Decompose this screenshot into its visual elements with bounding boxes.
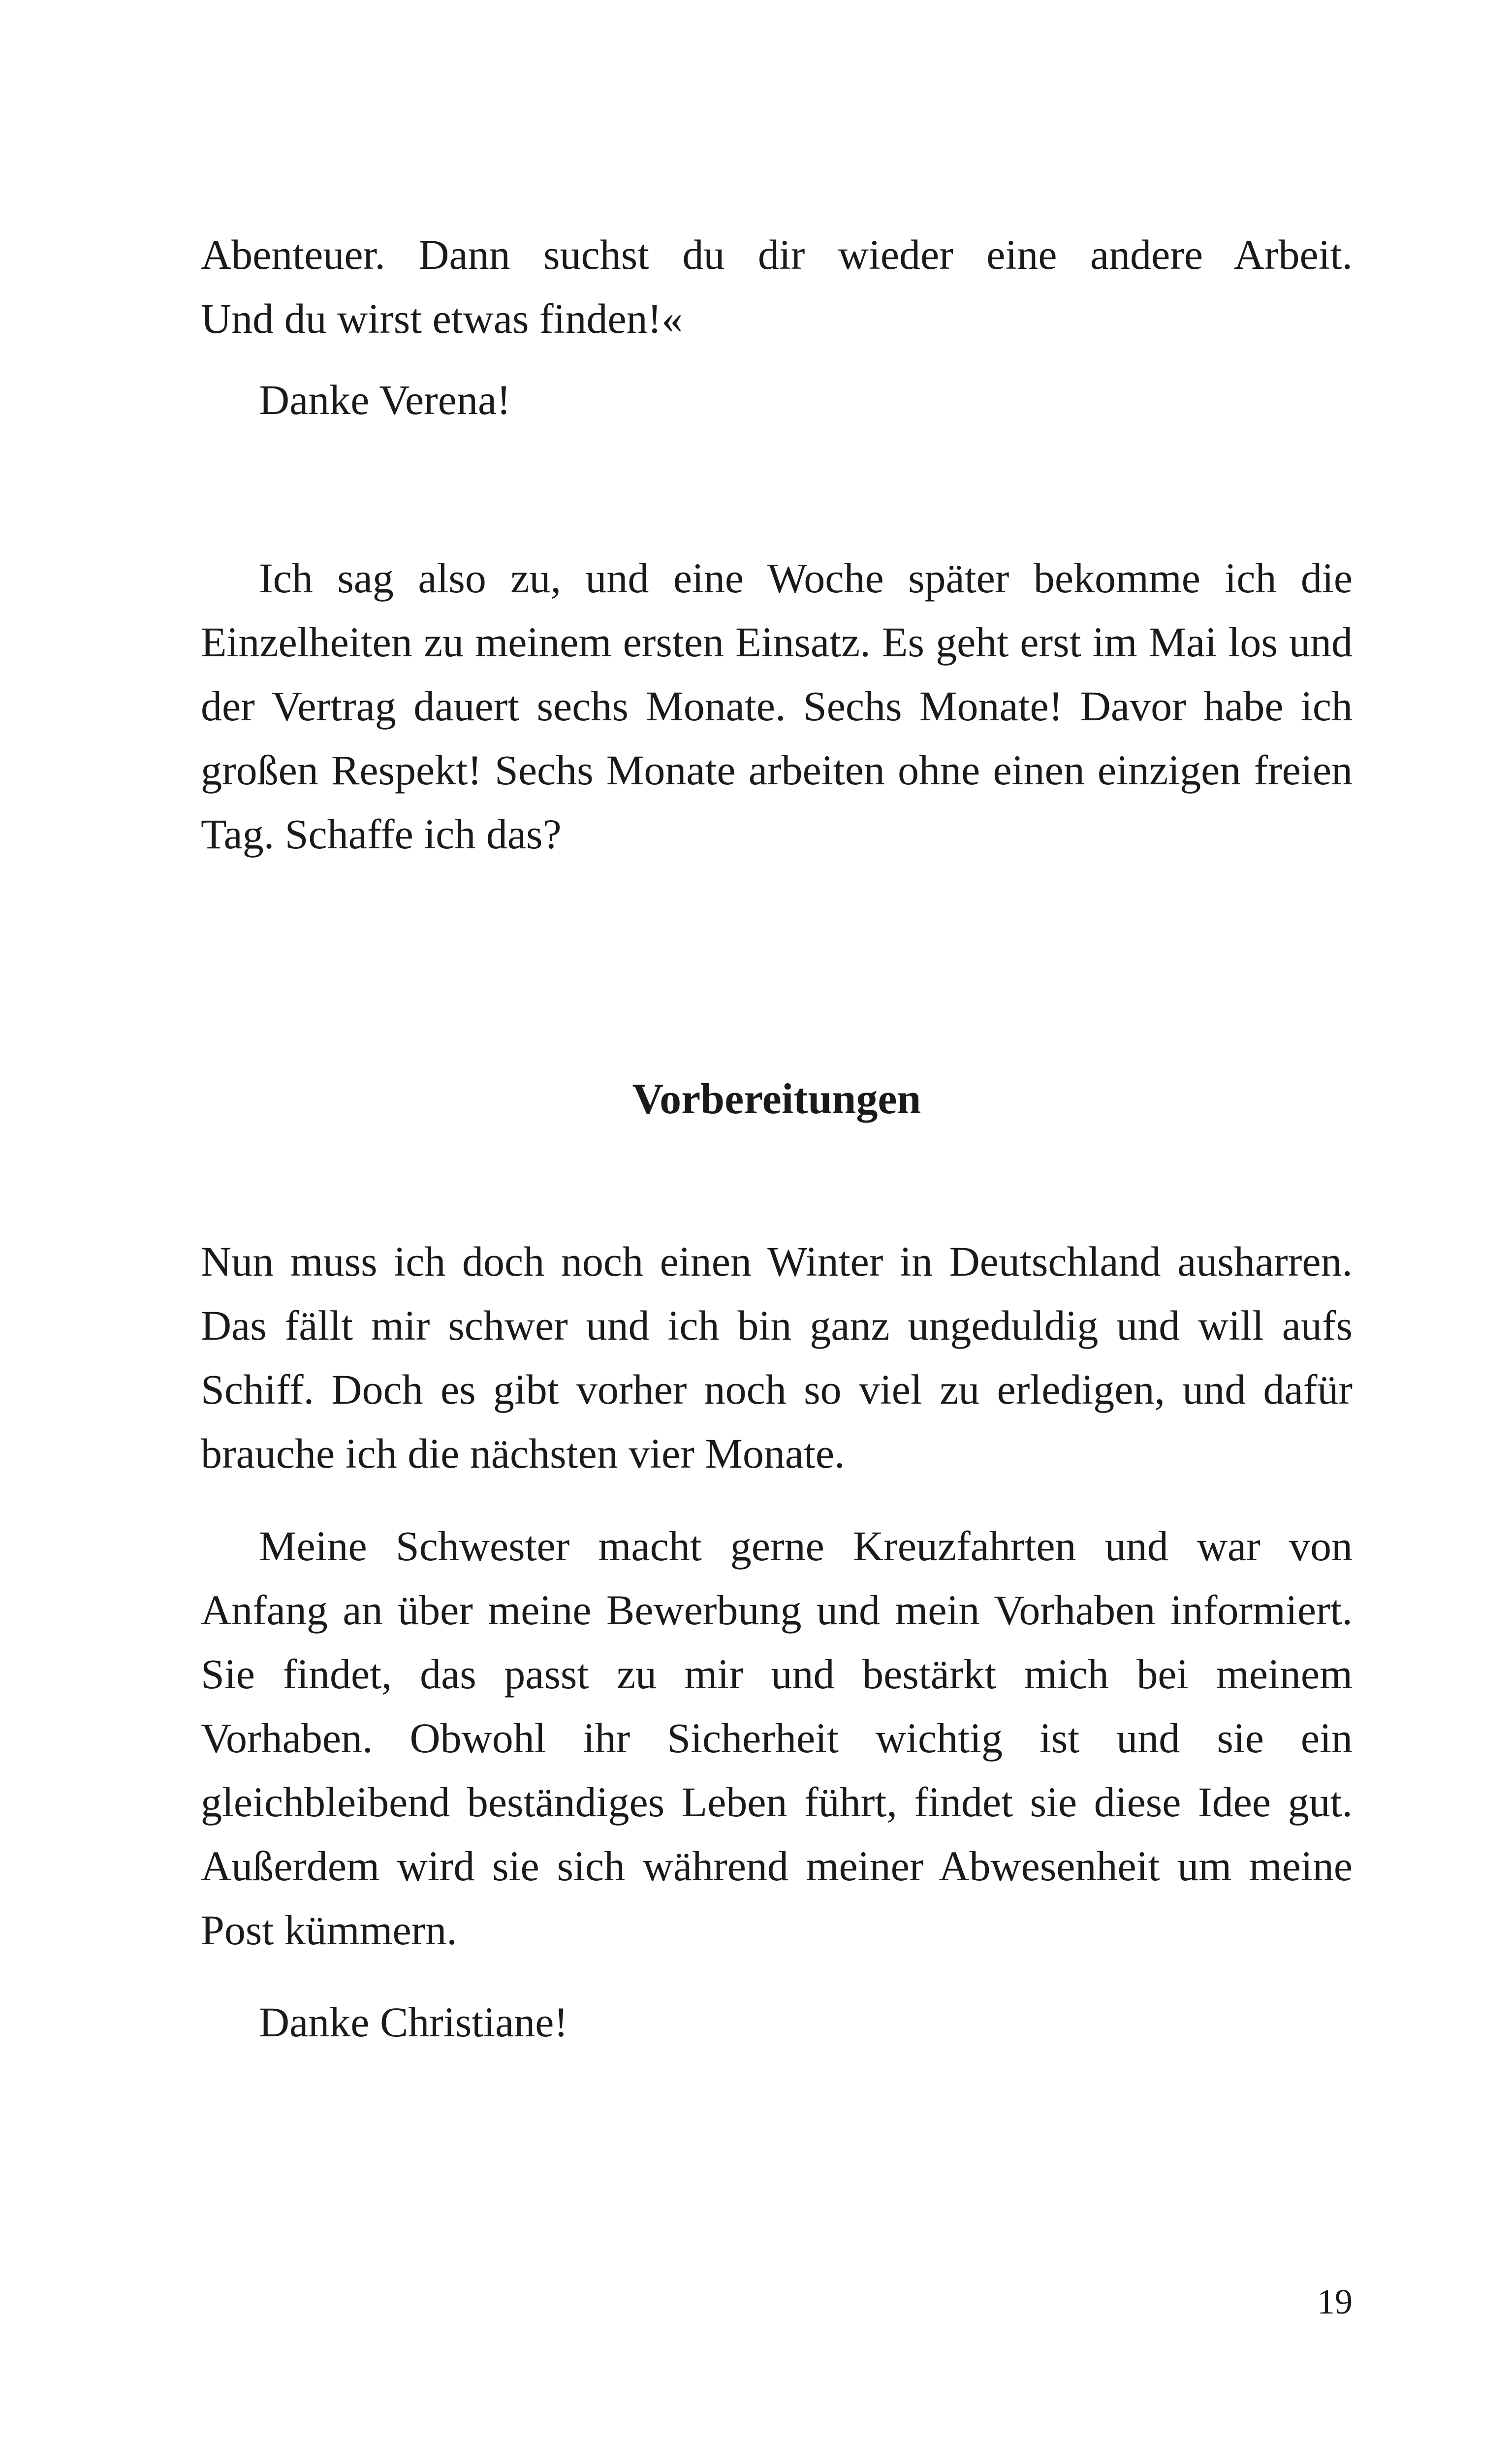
winter-paragraph: Nun muss ich doch noch einen Winter in Deutschland ausharren. Das fällt mir schwer und ich bin ganz ungeduldig und will aufs Schiff. Doch es gibt vorher noch so viel zu erledigen, und dafür brauche ich die nächsten vier Monate. (201, 1238, 1353, 1477)
contract-block (201, 546, 1353, 866)
thanks-christiane-block (201, 1990, 1353, 2054)
thanks-verena-block (201, 368, 1353, 432)
page-number: 19 (1317, 2282, 1353, 2321)
thanks-verena: Danke Verena! (259, 376, 511, 423)
sister-paragraph: Meine Schwester macht gerne Kreuzfahrten und war von Anfang an über meine Bewerbung und mein Vorhaben informiert. Sie findet, das passt zu mir und bestärkt mich bei meinem Vorhaben. Obwohl ihr Sicherheit wichtig ist und sie ein gleichbleibend beständiges Leben führt, findet sie diese Idee gut. Außerdem wird sie sich während meiner Abwesenheit um meine Post kümmern. (201, 1522, 1353, 1954)
sister-block (201, 1514, 1353, 1962)
contract-paragraph: Ich sag also zu, und eine Woche später bekomme ich die Einzelheiten zu meinem ersten Einsatz. Es geht erst im Mai los und der Vertrag dauert sechs Monate. Sechs Monate! Davor habe ich großen Respekt! Sechs Monate arbeiten ohne einen einzigen freien Tag. Schaffe ich das? (201, 554, 1353, 858)
thanks-christiane: Danke Christiane! (259, 1998, 568, 2046)
paragraph-line: Abenteuer. Dann suchst du dir wieder eine andere Arbeit. (201, 231, 1353, 278)
paragraph-line: Und du wirst etwas finden!« (201, 295, 683, 342)
winter-block (201, 1229, 1353, 1485)
continued-paragraph (201, 223, 1353, 351)
section-heading: Vorbereitungen (632, 1075, 921, 1123)
